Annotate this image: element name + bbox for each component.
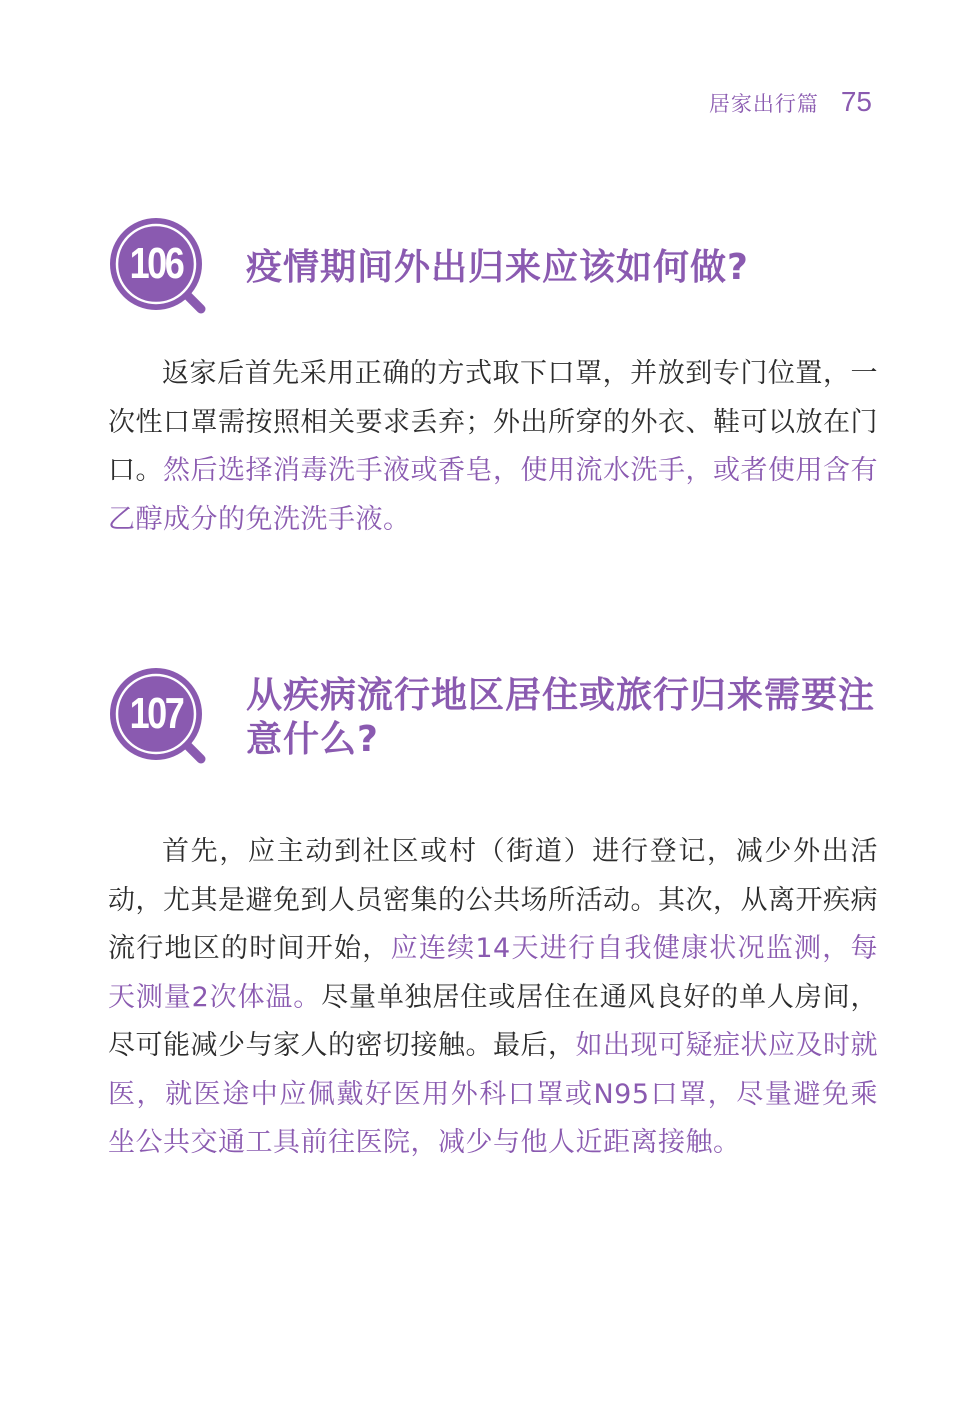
question-title: 从疾病流行地区居住或旅行归来需要注意什么? [246,675,876,760]
answer-text: 返家后首先采用正确的方式取下口罩，并放到专门位置，一次性口罩需按照相关要求丢弃；外出所穿的外衣、鞋可以放在门口。 [108,358,878,486]
question-number: 106 [129,239,183,288]
page-number: 75 [840,86,872,117]
answer-text: 首先，应主动到社区或村（街道）进行登记，减少外出活动，尤其是避免到人员密集的公共场所活动。其次，从离开疾病流行地区的时间开始， [108,836,878,964]
section-title: 居家出行篇 [708,92,819,116]
magnifier-badge-icon [108,216,212,320]
question-heading [108,216,878,320]
question-number: 107 [129,689,183,738]
running-header [709,86,872,118]
magnifier-badge-icon [108,666,212,770]
answer-paragraph [108,828,878,1168]
answer-text: 尽量单独居住或居住在通风良好的单人房间，尽可能减少与家人的密切接触。最后， [108,981,878,1061]
answer-highlight: 如出现可疑症状应及时就医，就医途中应佩戴好医用外科口罩或N95口罩，尽量避免乘坐公共交通工具前往医院，减少与他人近距离接触。 [108,1030,878,1158]
question-heading [108,666,878,770]
question-107 [108,666,878,1195]
answer-highlight: 应连续14天进行自我健康状况监测，每天测量2次体温。 [108,933,879,1013]
answer-paragraph [108,350,878,544]
question-106 [108,216,878,571]
question-title: 疫情期间外出归来应该如何做? [246,247,749,288]
answer-highlight: 然后选择消毒洗手液或香皂，使用流水洗手，或者使用含有乙醇成分的免洗洗手液。 [108,455,878,535]
